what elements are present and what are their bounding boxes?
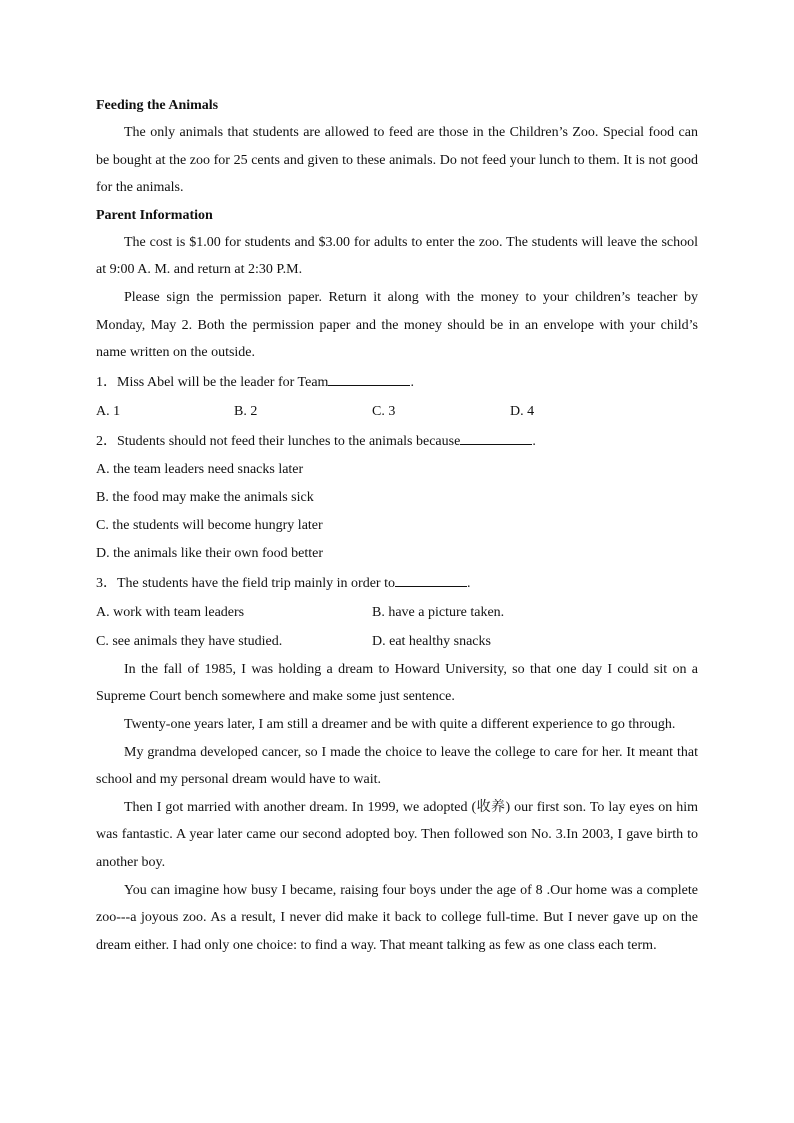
option-a: A. 1: [96, 403, 121, 419]
option-b: B. the food may make the animals sick: [96, 489, 314, 505]
question-1: [96, 368, 698, 397]
option-d: D. 4: [510, 403, 535, 419]
feeding-paragraph: The only animals that students are allowed to feed are those in the Children’s Zoo. Special food can be bought at the zoo for 25 cents and given to these animals. Do not feed your lunch to them. It is not good for the animals.: [96, 125, 698, 196]
question-3-stem: 3．The students have the field trip mainly in order to: [96, 575, 395, 591]
option-b: B. 2: [234, 403, 258, 419]
option-c: C. the students will become hungry later: [96, 517, 323, 533]
option-c: C. 3: [372, 403, 396, 419]
passage-paragraph-3: My grandma developed cancer, so I made the choice to leave the college to care for her. It meant that school and my personal dream would have to wait.: [96, 744, 698, 788]
question-end-mark: .: [532, 433, 536, 449]
question-end-mark: .: [410, 374, 414, 390]
question-3-options-row-1: [96, 598, 698, 627]
answer-blank: [460, 430, 532, 445]
document-page: [96, 92, 698, 959]
option-b: B. have a picture taken.: [372, 604, 505, 620]
passage-paragraph-2: Twenty-one years later, I am still a dreamer and be with quite a different experience to go through.: [124, 716, 676, 732]
question-2: [96, 427, 698, 456]
passage-paragraph-1: In the fall of 1985, I was holding a dream to Howard University, so that one day I could sit on a Supreme Court bench somewhere and make some just sentence.: [96, 661, 698, 705]
option-a: A. the team leaders need snacks later: [96, 461, 304, 477]
option-d: D. eat healthy snacks: [372, 633, 491, 649]
question-1-options: [96, 397, 698, 426]
passage-paragraph-5: You can imagine how busy I became, raising four boys under the age of 8 .Our home was a complete zoo---a joyous zoo. As a result, I never did make it back to college full-time. But I never gave up on the dream either. I had only one choice: to find a way. That meant talking as few as one class each term.: [96, 882, 698, 953]
option-a: A. work with team leaders: [96, 604, 245, 620]
question-2-stem: 2．Students should not feed their lunches to the animals because: [96, 433, 461, 449]
question-end-mark: .: [466, 575, 471, 591]
option-c: C. see animals they have studied.: [96, 633, 283, 649]
option-d: D. the animals like their own food better: [96, 545, 324, 561]
question-3: [96, 569, 698, 598]
question-1-stem: 1．Miss Abel will be the leader for Team: [96, 374, 329, 390]
passage-paragraph-4: Then I got married with another dream. In 1999, we adopted (收养) our first son. To lay eyes on him was fantastic. A year later came our second adopted boy. Then followed son No. 3.In 2003, I gave birth to another boy.: [96, 799, 698, 870]
answer-blank: [395, 572, 467, 587]
section-heading-feeding: Feeding the Animals: [96, 98, 219, 113]
answer-blank: [328, 371, 410, 386]
parent-info-paragraph-1: The cost is $1.00 for students and $3.00 for adults to enter the zoo. The students will leave the school at 9:00 A. M. and return at 2:30 P.M.: [96, 234, 698, 278]
question-3-options-row-2: [96, 627, 698, 656]
section-heading-parent-info: Parent Information: [96, 207, 213, 223]
parent-info-paragraph-2: Please sign the permission paper. Return it along with the money to your children’s teacher by Monday, May 2. Both the permission paper and the money should be in an envelope with your child’s name written on the outside.: [96, 289, 698, 361]
